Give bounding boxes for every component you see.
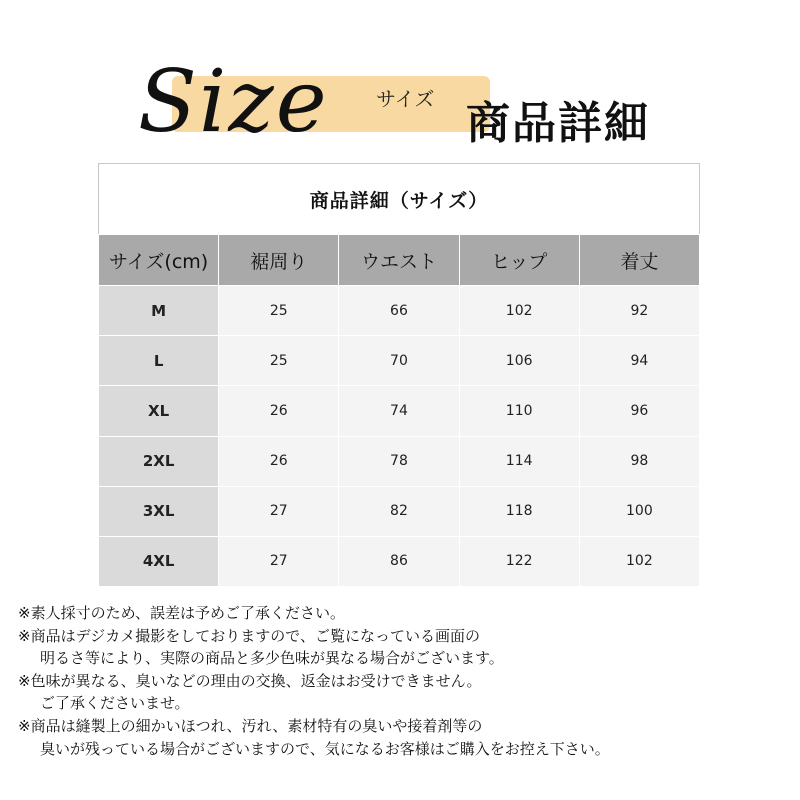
length-value: 100 bbox=[579, 486, 699, 536]
length-value: 102 bbox=[579, 536, 699, 586]
hip-value: 102 bbox=[459, 286, 579, 336]
size-label: 2XL bbox=[99, 436, 219, 486]
table-row bbox=[99, 486, 700, 536]
waist-value: 70 bbox=[339, 336, 459, 386]
column-header-waist: ウエスト bbox=[339, 235, 459, 286]
column-header-length: 着丈 bbox=[579, 235, 699, 286]
column-header-size: サイズ(cm) bbox=[99, 235, 219, 286]
note-line: ※商品は縫製上の細かいほつれ、汚れ、素材特有の臭いや接着剤等の bbox=[18, 716, 483, 735]
hem-value: 26 bbox=[219, 386, 339, 436]
length-value: 94 bbox=[579, 336, 699, 386]
size-table bbox=[98, 163, 700, 587]
size-heading: Size bbox=[138, 52, 329, 152]
hem-value: 25 bbox=[219, 336, 339, 386]
note-line: ※商品はデジカメ撮影をしておりますので、ご覧になっている画面の bbox=[18, 626, 480, 645]
hip-value: 106 bbox=[459, 336, 579, 386]
hem-value: 27 bbox=[219, 486, 339, 536]
note-line: ご了承くださいませ。 bbox=[40, 694, 190, 713]
waist-value: 74 bbox=[339, 386, 459, 436]
length-value: 92 bbox=[579, 286, 699, 336]
hip-value: 122 bbox=[459, 536, 579, 586]
length-value: 96 bbox=[579, 386, 699, 436]
size-header bbox=[0, 0, 800, 170]
hem-value: 25 bbox=[219, 286, 339, 336]
table-caption: 商品詳細（サイズ） bbox=[99, 164, 700, 235]
table-row bbox=[99, 386, 700, 436]
size-label: 4XL bbox=[99, 536, 219, 586]
note-line: 臭いが残っている場合がございますので、気になるお客様はご購入をお控え下さい。 bbox=[40, 739, 610, 758]
length-value: 98 bbox=[579, 436, 699, 486]
note-line: ※色味が異なる、臭いなどの理由の交換、返金はお受けできません。 bbox=[18, 671, 482, 690]
hem-value: 26 bbox=[219, 436, 339, 486]
hip-value: 114 bbox=[459, 436, 579, 486]
size-kana-label: サイズ bbox=[376, 87, 435, 111]
waist-value: 86 bbox=[339, 536, 459, 586]
hip-value: 110 bbox=[459, 386, 579, 436]
notes-list bbox=[18, 602, 788, 760]
table-row bbox=[99, 336, 700, 386]
page-title: 商品詳細 bbox=[466, 98, 650, 149]
table-row bbox=[99, 536, 700, 586]
column-header-hip: ヒップ bbox=[459, 235, 579, 286]
size-label: XL bbox=[99, 386, 219, 436]
size-label: L bbox=[99, 336, 219, 386]
hip-value: 118 bbox=[459, 486, 579, 536]
table-row bbox=[99, 286, 700, 336]
column-header-hem: 裾周り bbox=[219, 235, 339, 286]
note-line: 明るさ等により、実際の商品と多少色味が異なる場合がございます。 bbox=[40, 649, 504, 668]
waist-value: 66 bbox=[339, 286, 459, 336]
size-label: M bbox=[99, 286, 219, 336]
table-header-row bbox=[99, 235, 700, 286]
size-label: 3XL bbox=[99, 486, 219, 536]
table-row bbox=[99, 436, 700, 486]
hem-value: 27 bbox=[219, 536, 339, 586]
note-line: ※素人採寸のため、誤差は予めご了承ください。 bbox=[18, 604, 345, 622]
waist-value: 78 bbox=[339, 436, 459, 486]
waist-value: 82 bbox=[339, 486, 459, 536]
